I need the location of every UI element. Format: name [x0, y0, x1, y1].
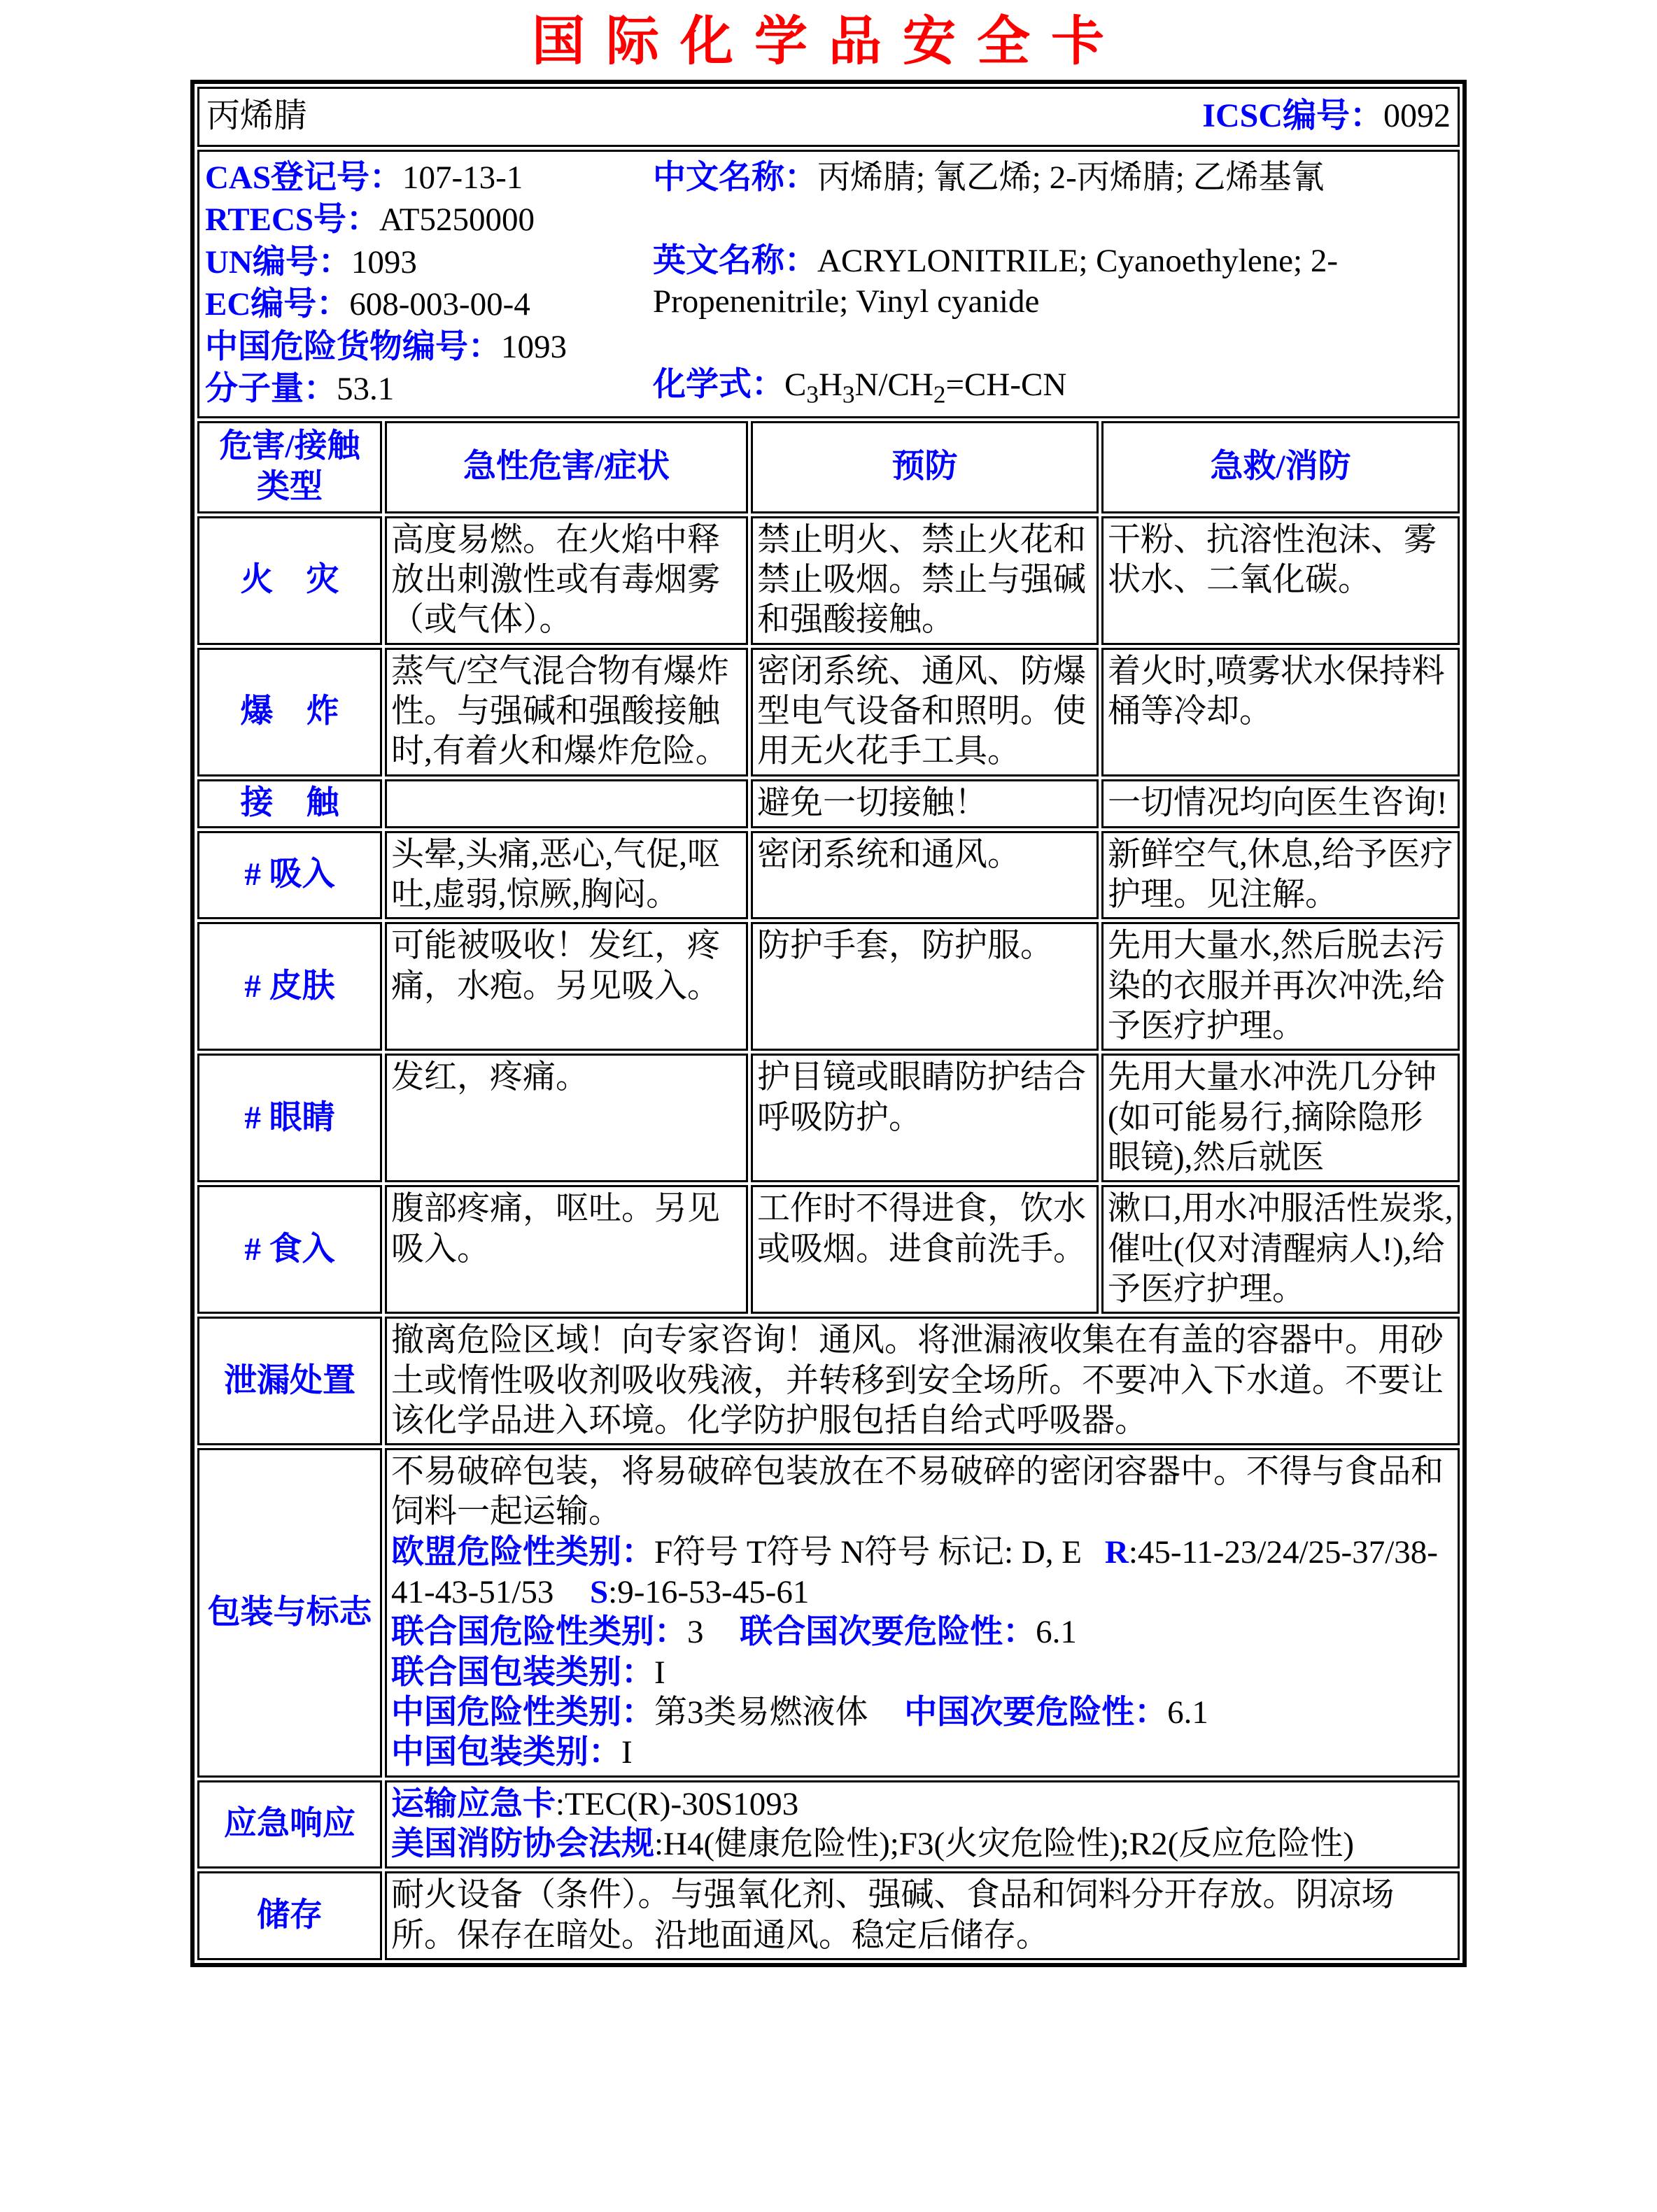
hazard-row-ingestion-symptoms: 腹部疼痛，呕吐。另见吸入。 [385, 1185, 748, 1314]
un-class-label: 联合国危险性类别： [390, 1614, 687, 1651]
section-row-storage [197, 1871, 1460, 1960]
hazard-row-ingestion-first-aid: 漱口,用水冲服活性炭浆,催吐(仅对清醒病人!),给予医疗护理。 [1101, 1185, 1460, 1314]
packaging-un-pack-line [391, 1653, 1453, 1693]
hazard-row-fire [197, 516, 1460, 645]
page-title: 国际化学品安全卡 [532, 12, 1125, 71]
storage-text: 耐火设备（条件）。与强氧化剂、强碱、食品和饲料分开存放。阴凉场所。保存在暗处。沿地面通风。稳定后储存。 [385, 1871, 1460, 1960]
col-header-symptoms: 急性危害/症状 [385, 421, 748, 513]
hazard-row-fire-label: 火 灾 [197, 516, 382, 645]
ec-number-value: 608-003-00-4 [349, 286, 530, 323]
hazard-row-fire-symptoms: 高度易燃。在火焰中释放出刺激性或有毒烟雾（或气体）。 [385, 516, 748, 645]
chemical-formula [653, 365, 1452, 409]
english-name-value: ACRYLONITRILE; Cyanoethylene; 2-Propenenitrile; Vinyl cyanide [652, 243, 1339, 320]
chemical-name: 丙烯腈 [206, 97, 307, 135]
hazard-row-eyes-label: # 眼睛 [197, 1054, 382, 1182]
tec-card-label: 运输应急卡 [390, 1785, 556, 1822]
english-name-label: 英文名称： [652, 243, 817, 280]
un-subrisk-label: 联合国次要危险性： [740, 1614, 1036, 1651]
molecular-weight-value: 53.1 [336, 371, 395, 408]
hazard-row-ingestion-label: # 食入 [197, 1185, 382, 1314]
hazard-row-explosion [197, 648, 1460, 777]
hazard-row-exposure-prevention: 避免一切接触！ [751, 779, 1099, 828]
ec-number-label: EC编号： [204, 286, 350, 323]
packaging-cn-class-line [391, 1693, 1453, 1733]
storage-label: 储存 [197, 1871, 382, 1960]
icsc-number-value: 0092 [1383, 97, 1451, 135]
section-row-emergency [197, 1780, 1460, 1869]
hazard-row-explosion-symptoms: 蒸气/空气混合物有爆炸性。与强碱和强酸接触时,有着火和爆炸危险。 [385, 648, 748, 777]
col-header-first-aid: 急救/消防 [1101, 421, 1460, 513]
packaging-cn-pack-line [391, 1733, 1453, 1773]
cas-number [205, 158, 653, 198]
china-dg-number [205, 327, 653, 367]
nfpa-code-value: :H4(健康危险性);F3(火灾危险性);R2(反应危险性) [654, 1826, 1354, 1863]
molecular-weight [205, 369, 653, 409]
china-dg-number-value: 1093 [500, 328, 567, 365]
hazard-row-inhalation [197, 831, 1460, 920]
hazard-row-skin-prevention: 防护手套，防护服。 [751, 922, 1099, 1051]
cn-class-value: 第3类易燃液体 [654, 1694, 868, 1731]
tec-card-value: :TEC(R)-30S1093 [555, 1785, 799, 1822]
packaging-label: 包装与标志 [197, 1448, 382, 1778]
hazard-row-eyes [197, 1054, 1460, 1182]
hazard-row-eyes-prevention: 护目镜或眼睛防护结合呼吸防护。 [751, 1054, 1099, 1182]
cn-class-label: 中国危险性类别： [390, 1694, 654, 1731]
chemical-formula-value: $C_3H_3N/CH_2=CH-CN$ [784, 367, 1067, 409]
hazard-header-row [197, 421, 1460, 513]
hazard-row-ingestion [197, 1185, 1460, 1314]
packaging-un-class-line [391, 1612, 1453, 1652]
packaging-content [385, 1448, 1460, 1778]
section-row-spillage [197, 1317, 1460, 1445]
hazard-row-exposure-label: 接 触 [197, 779, 382, 828]
cas-number-label: CAS登记号： [204, 159, 402, 196]
hazard-row-skin-first-aid: 先用大量水,然后脱去污染的衣服并再次冲洗,给予医疗护理。 [1101, 922, 1460, 1051]
hazard-row-inhalation-label: # 吸入 [197, 831, 382, 920]
hazard-row-explosion-label: 爆 炸 [197, 648, 382, 777]
hazard-row-exposure-first-aid: 一切情况均向医生咨询! [1101, 779, 1460, 828]
nfpa-code-label: 美国消防协会法规 [390, 1826, 654, 1863]
cas-number-value: 107-13-1 [402, 159, 523, 196]
rtecs-number-label: RTECS号： [204, 201, 380, 239]
identifier-section [197, 150, 1460, 418]
icsc-number [1202, 96, 1451, 137]
un-subrisk-value: 6.1 [1036, 1614, 1077, 1651]
hazard-row-eyes-symptoms: 发红，疼痛。 [385, 1054, 748, 1182]
un-pack-label: 联合国包装类别： [390, 1654, 654, 1691]
hazard-row-inhalation-symptoms: 头晕,头痛,恶心,气促,呕吐,虚弱,惊厥,胸闷。 [385, 831, 748, 920]
china-dg-number-label: 中国危险货物编号： [204, 328, 501, 365]
s-phrases-label: S [590, 1574, 609, 1611]
hazard-row-eyes-first-aid: 先用大量水冲洗几分钟(如可能易行,摘除隐形眼镜),然后就医 [1101, 1054, 1460, 1182]
un-number-label: UN编号： [204, 243, 351, 281]
hazard-row-explosion-first-aid: 着火时,喷雾状水保持料桶等冷却。 [1101, 648, 1460, 777]
identifier-list [205, 155, 653, 413]
spillage-text: 撤离危险区域！向专家咨询！通风。将泄漏液收集在有盖的容器中。用砂土或惰性吸收剂吸收残液，并转移到安全场所。不要冲入下水道。不要让该化学品进入环境。化学防护服包括自给式呼吸器。 [385, 1317, 1460, 1445]
col-header-hazard-type: 危害/接触类型 [197, 421, 382, 513]
emergency-label: 应急响应 [197, 1780, 382, 1869]
s-phrases-value: :9-16-53-45-61 [608, 1574, 810, 1611]
hazard-row-explosion-prevention: 密闭系统、通风、防爆型电气设备和照明。使用无火花手工具。 [751, 648, 1099, 777]
un-pack-value: I [654, 1654, 665, 1691]
hazard-row-exposure-symptoms [385, 779, 748, 828]
hazard-row-fire-first-aid: 干粉、抗溶性泡沫、雾状水、二氧化碳。 [1101, 516, 1460, 645]
emergency-nfpa-line [391, 1824, 1453, 1864]
card-header-band-row [197, 87, 1460, 147]
rtecs-number [205, 200, 653, 240]
packaging-eu-line [391, 1533, 1453, 1613]
un-number [205, 243, 653, 283]
r-phrases-value: :45-11-23/24/25-37/38-41-43-51/53 [390, 1533, 1438, 1611]
hazard-row-exposure [197, 779, 1460, 828]
section-row-packaging [197, 1448, 1460, 1778]
english-name [653, 241, 1452, 322]
icsc-number-label: ICSC编号： [1202, 97, 1384, 135]
cn-subrisk-value: 6.1 [1167, 1694, 1208, 1731]
cn-subrisk-label: 中国次要危险性： [904, 1694, 1168, 1731]
cn-pack-value: I [621, 1734, 633, 1771]
identifier-section-row [197, 150, 1460, 418]
hazard-row-ingestion-prevention: 工作时不得进食，饮水或吸烟。进食前洗手。 [751, 1185, 1099, 1314]
spillage-label: 泄漏处置 [197, 1317, 382, 1445]
col-header-prevention: 预防 [751, 421, 1099, 513]
chinese-name-value: 丙烯腈; 氰乙烯; 2-丙烯腈; 乙烯基氰 [817, 159, 1325, 196]
chinese-name-label: 中文名称： [652, 159, 817, 196]
hazard-row-fire-prevention: 禁止明火、禁止火花和禁止吸烟。禁止与强碱和强酸接触。 [751, 516, 1099, 645]
emergency-content [385, 1780, 1460, 1869]
icsc-card-table [190, 80, 1467, 1968]
ec-number [205, 285, 653, 325]
cn-pack-label: 中国包装类别： [390, 1734, 621, 1771]
un-number-value: 1093 [351, 243, 417, 281]
eu-class-value: F符号 T符号 N符号 标记: D, E [654, 1533, 1082, 1571]
eu-class-label: 欧盟危险性类别： [390, 1533, 654, 1571]
hazard-row-skin-label: # 皮肤 [197, 922, 382, 1051]
r-phrases-label: R [1104, 1533, 1129, 1571]
hazard-row-skin-symptoms: 可能被吸收！发红，疼痛，水疱。另见吸入。 [385, 922, 748, 1051]
rtecs-number-value: AT5250000 [379, 201, 535, 239]
card-header-band [197, 87, 1460, 147]
name-list [653, 155, 1452, 413]
packaging-note: 不易破碎包装，将易破碎包装放在不易破碎的密闭容器中。不得与食品和饲料一起运输。 [390, 1454, 1444, 1531]
hazard-row-inhalation-prevention: 密闭系统和通风。 [751, 831, 1099, 920]
hazard-row-inhalation-first-aid: 新鲜空气,休息,给予医疗护理。见注解。 [1101, 831, 1460, 920]
chinese-name [653, 158, 1452, 198]
molecular-weight-label: 分子量： [204, 371, 337, 408]
emergency-tec-line [391, 1785, 1453, 1824]
un-class-value: 3 [686, 1614, 704, 1651]
chemical-formula-label: 化学式： [652, 367, 784, 404]
hazard-row-skin [197, 922, 1460, 1051]
